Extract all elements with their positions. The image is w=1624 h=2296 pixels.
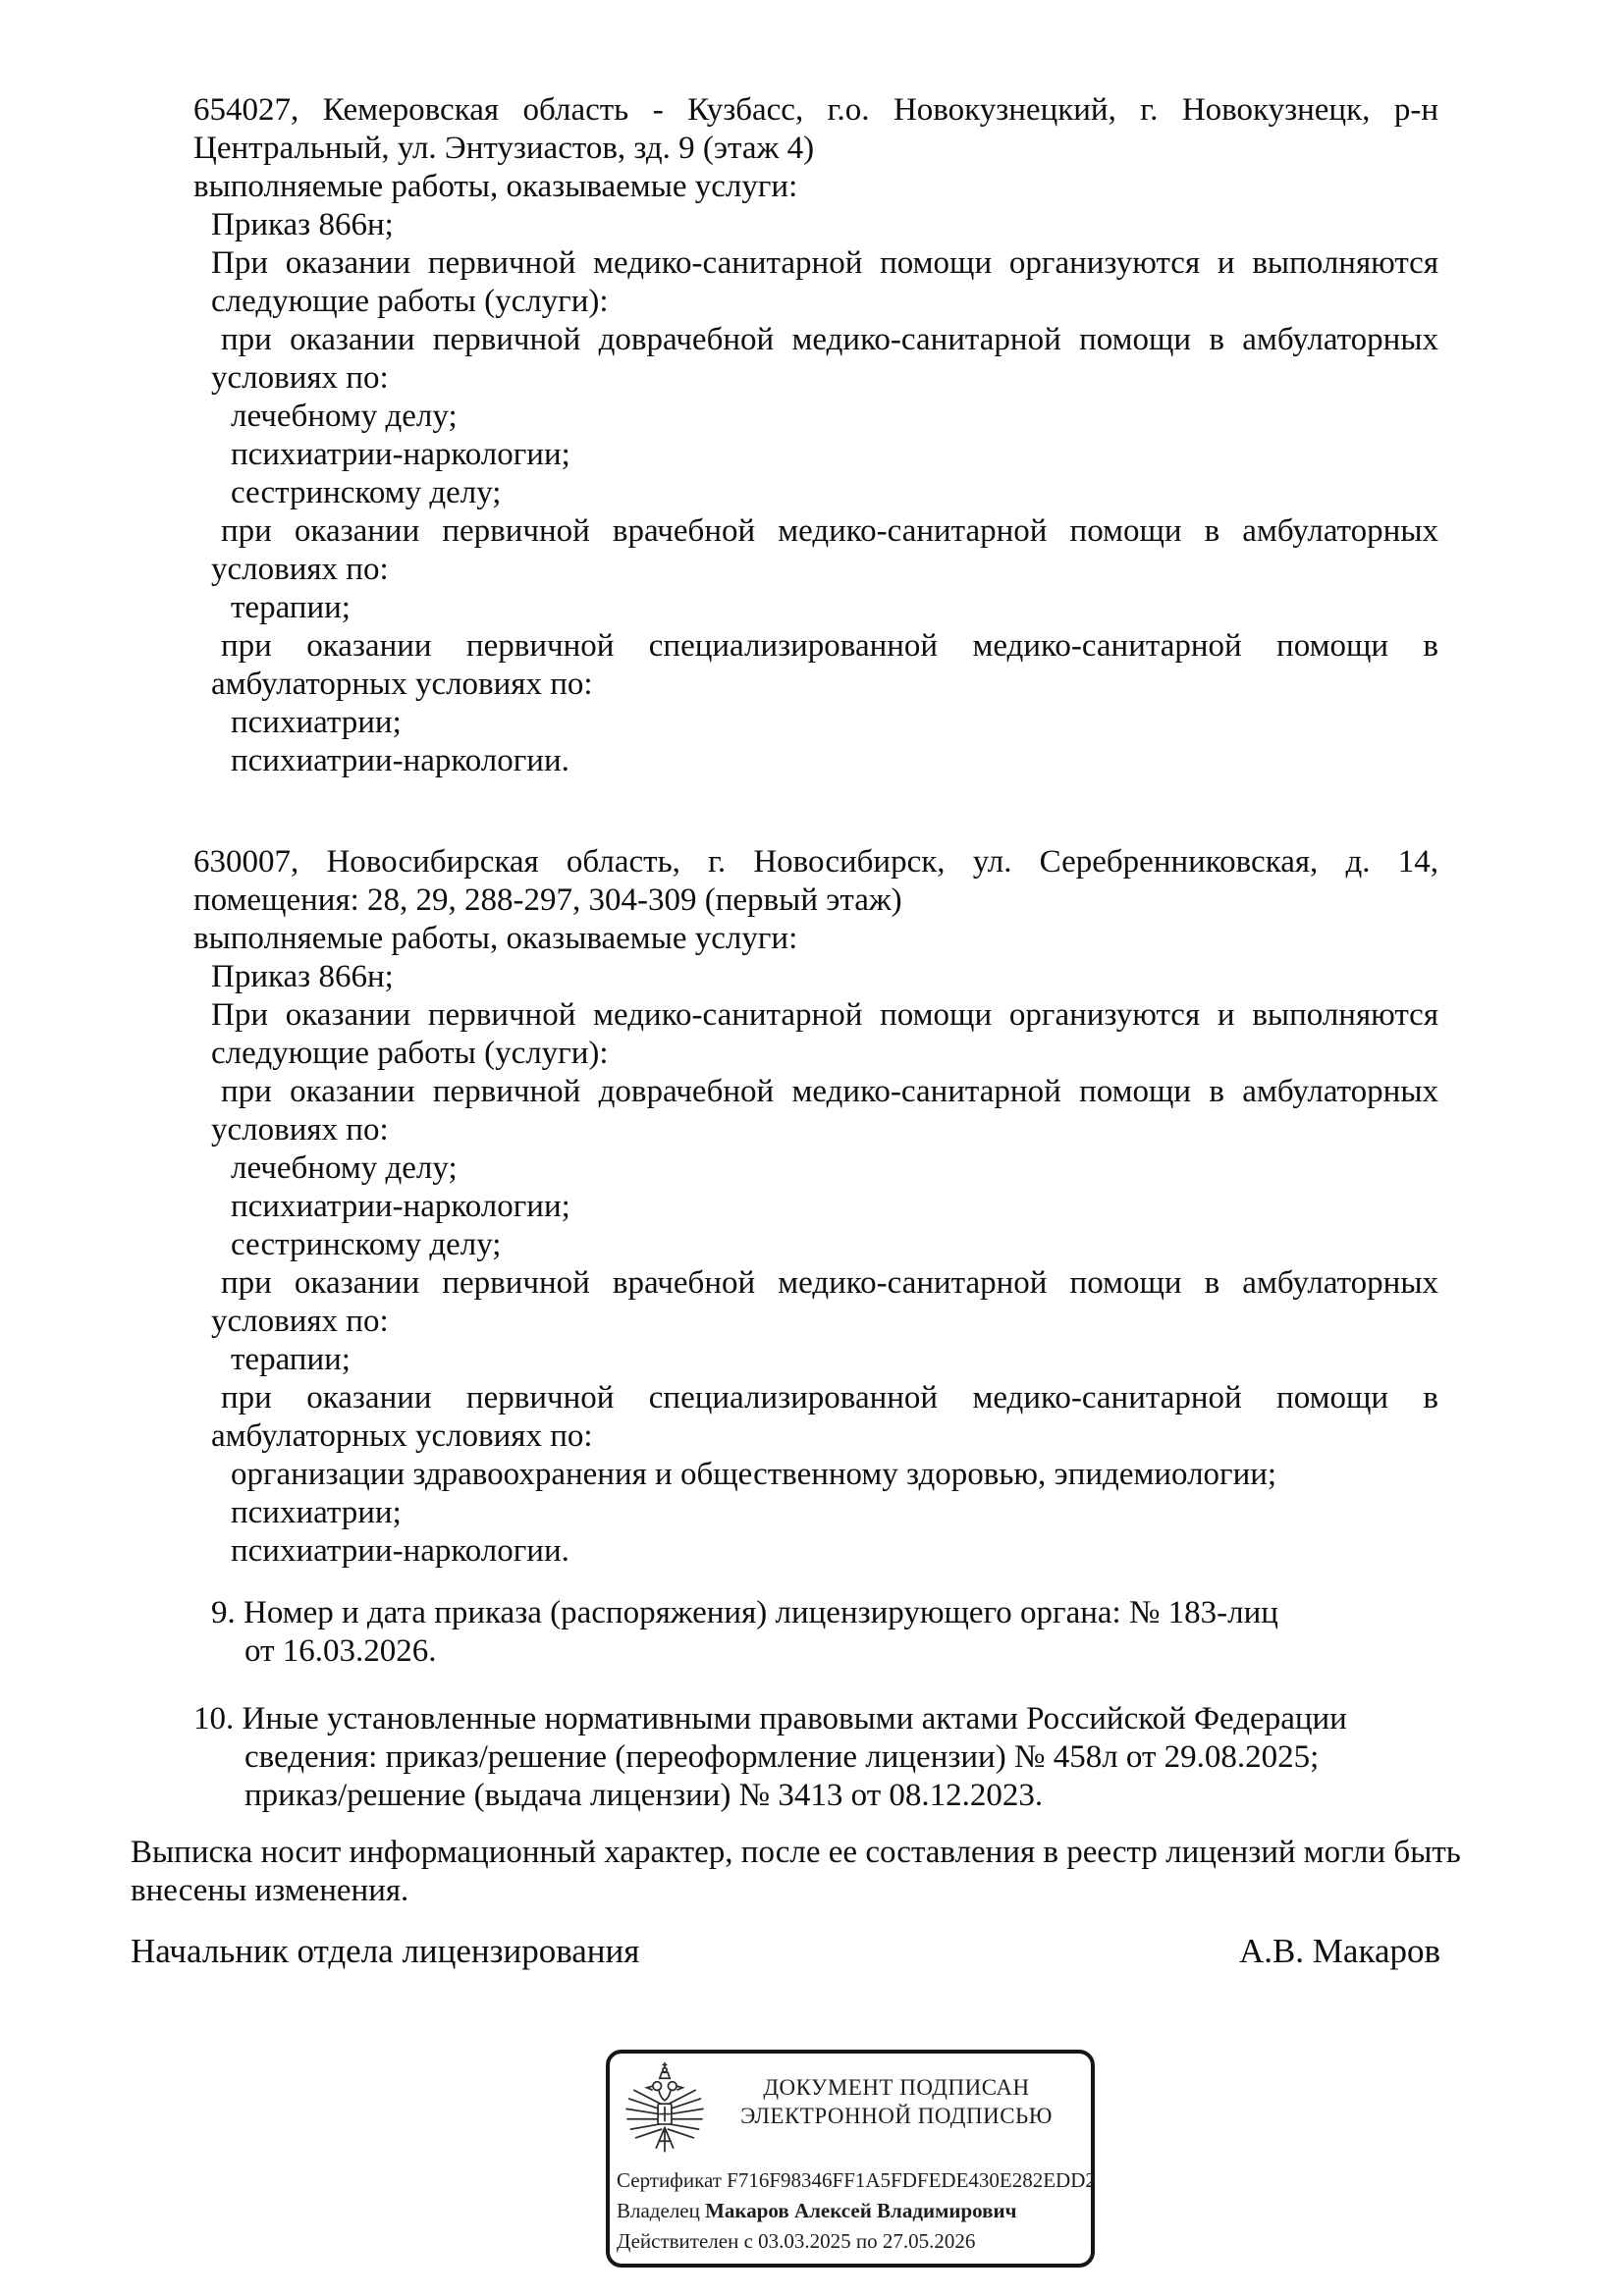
service-item: психиатрии-наркологии. bbox=[231, 743, 569, 778]
works-label: выполняемые работы, оказываемые услуги: bbox=[193, 169, 798, 204]
item-9-order-number bbox=[193, 1594, 1438, 1671]
item-9-line-2: от 16.03.2026. bbox=[244, 1633, 437, 1669]
works-label: выполняемые работы, оказываемые услуги: bbox=[193, 921, 798, 956]
service-item: психиатрии-наркологии; bbox=[231, 437, 570, 472]
stamp-title-line-2: ЭЛЕКТРОННОЙ ПОДПИСЬЮ bbox=[740, 2104, 1053, 2128]
service-group-heading: при оказании первичной доврачебной медико-санитарной помощи в амбулаторных условиях по: bbox=[211, 322, 1438, 396]
item-10-line-1: 10. Иные установленные нормативными правовыми актами Российской Федерации bbox=[193, 1701, 1347, 1736]
order-ref: Приказ 866н; bbox=[211, 959, 394, 994]
order-ref: Приказ 866н; bbox=[211, 207, 394, 242]
item-10-line-2: сведения: приказ/решение (переоформление лицензии) № 458л от 29.08.2025; bbox=[244, 1739, 1320, 1775]
location-block-2 bbox=[193, 843, 1438, 1571]
signer-position: Начальник отдела лицензирования bbox=[131, 1932, 640, 1970]
stamp-title-line-1: ДОКУМЕНТ ПОДПИСАН bbox=[763, 2075, 1030, 2100]
stamp-title bbox=[708, 2073, 1085, 2130]
intro-paragraph: При оказании первичной медико-санитарной помощи организуются и выполняются следующие работы (услуги): bbox=[211, 997, 1438, 1071]
stamp-info bbox=[617, 2165, 1096, 2257]
address-line: 630007, Новосибирская область, г. Новосибирск, ул. Серебренниковская, д. 14, помещения: 28, 29, 288-297, 304-309 (первый этаж) bbox=[193, 844, 1438, 918]
informational-note bbox=[131, 1834, 1534, 1910]
service-item: сестринскому делу; bbox=[231, 475, 502, 510]
license-body bbox=[193, 91, 1438, 1815]
service-item: терапии; bbox=[231, 1342, 351, 1377]
double-headed-eagle-icon bbox=[622, 2061, 708, 2167]
service-item: организации здравоохранения и общественному здоровью, эпидемиологии; bbox=[231, 1457, 1277, 1492]
service-item: сестринскому делу; bbox=[231, 1227, 502, 1262]
service-item: психиатрии; bbox=[231, 1495, 402, 1530]
stamp-owner-line: Владелец Макаров Алексей Владимирович bbox=[617, 2199, 1017, 2222]
signer-name: А.В. Макаров bbox=[1238, 1932, 1440, 1970]
location-block-1 bbox=[193, 91, 1438, 780]
item-10-other-info bbox=[193, 1700, 1438, 1815]
intro-paragraph: При оказании первичной медико-санитарной помощи организуются и выполняются следующие работы (услуги): bbox=[211, 245, 1438, 319]
service-group-heading: при оказании первичной специализированной медико-санитарной помощи в амбулаторных условиях по: bbox=[211, 1380, 1438, 1454]
service-item: психиатрии; bbox=[231, 705, 402, 740]
service-item: психиатрии-наркологии; bbox=[231, 1189, 570, 1224]
service-item: психиатрии-наркологии. bbox=[231, 1533, 569, 1569]
service-item: лечебному делу; bbox=[231, 399, 458, 434]
service-item: лечебному делу; bbox=[231, 1150, 458, 1186]
service-group-heading: при оказании первичной специализированной медико-санитарной помощи в амбулаторных условиях по: bbox=[211, 628, 1438, 702]
item-9-line-1: 9. Номер и дата приказа (распоряжения) лицензирующего органа: № 183-лиц bbox=[211, 1595, 1278, 1630]
stamp-certificate-line: Сертификат F716F98346FF1A5FDFEDE430E282EDD2 bbox=[617, 2168, 1096, 2192]
service-group-heading: при оказании первичной врачебной медико-санитарной помощи в амбулаторных условиях по: bbox=[211, 513, 1438, 587]
note-text: Выписка носит информационный характер, после ее составления в реестр лицензий могли быть внесены изменения. bbox=[131, 1835, 1461, 1908]
service-item: терапии; bbox=[231, 590, 351, 625]
service-group-heading: при оказании первичной доврачебной медико-санитарной помощи в амбулаторных условиях по: bbox=[211, 1074, 1438, 1148]
electronic-signature-stamp bbox=[606, 2050, 1095, 2268]
signature-row bbox=[131, 1932, 1440, 1970]
address-line: 654027, Кемеровская область - Кузбасс, г.о. Новокузнецкий, г. Новокузнецк, р-н Центральный, ул. Энтузиастов, зд. 9 (этаж 4) bbox=[193, 92, 1438, 166]
stamp-validity-line: Действителен с 03.03.2025 по 27.05.2026 bbox=[617, 2229, 976, 2253]
service-group-heading: при оказании первичной врачебной медико-санитарной помощи в амбулаторных условиях по: bbox=[211, 1265, 1438, 1339]
item-10-line-3: приказ/решение (выдача лицензии) № 3413 от 08.12.2023. bbox=[244, 1778, 1044, 1813]
